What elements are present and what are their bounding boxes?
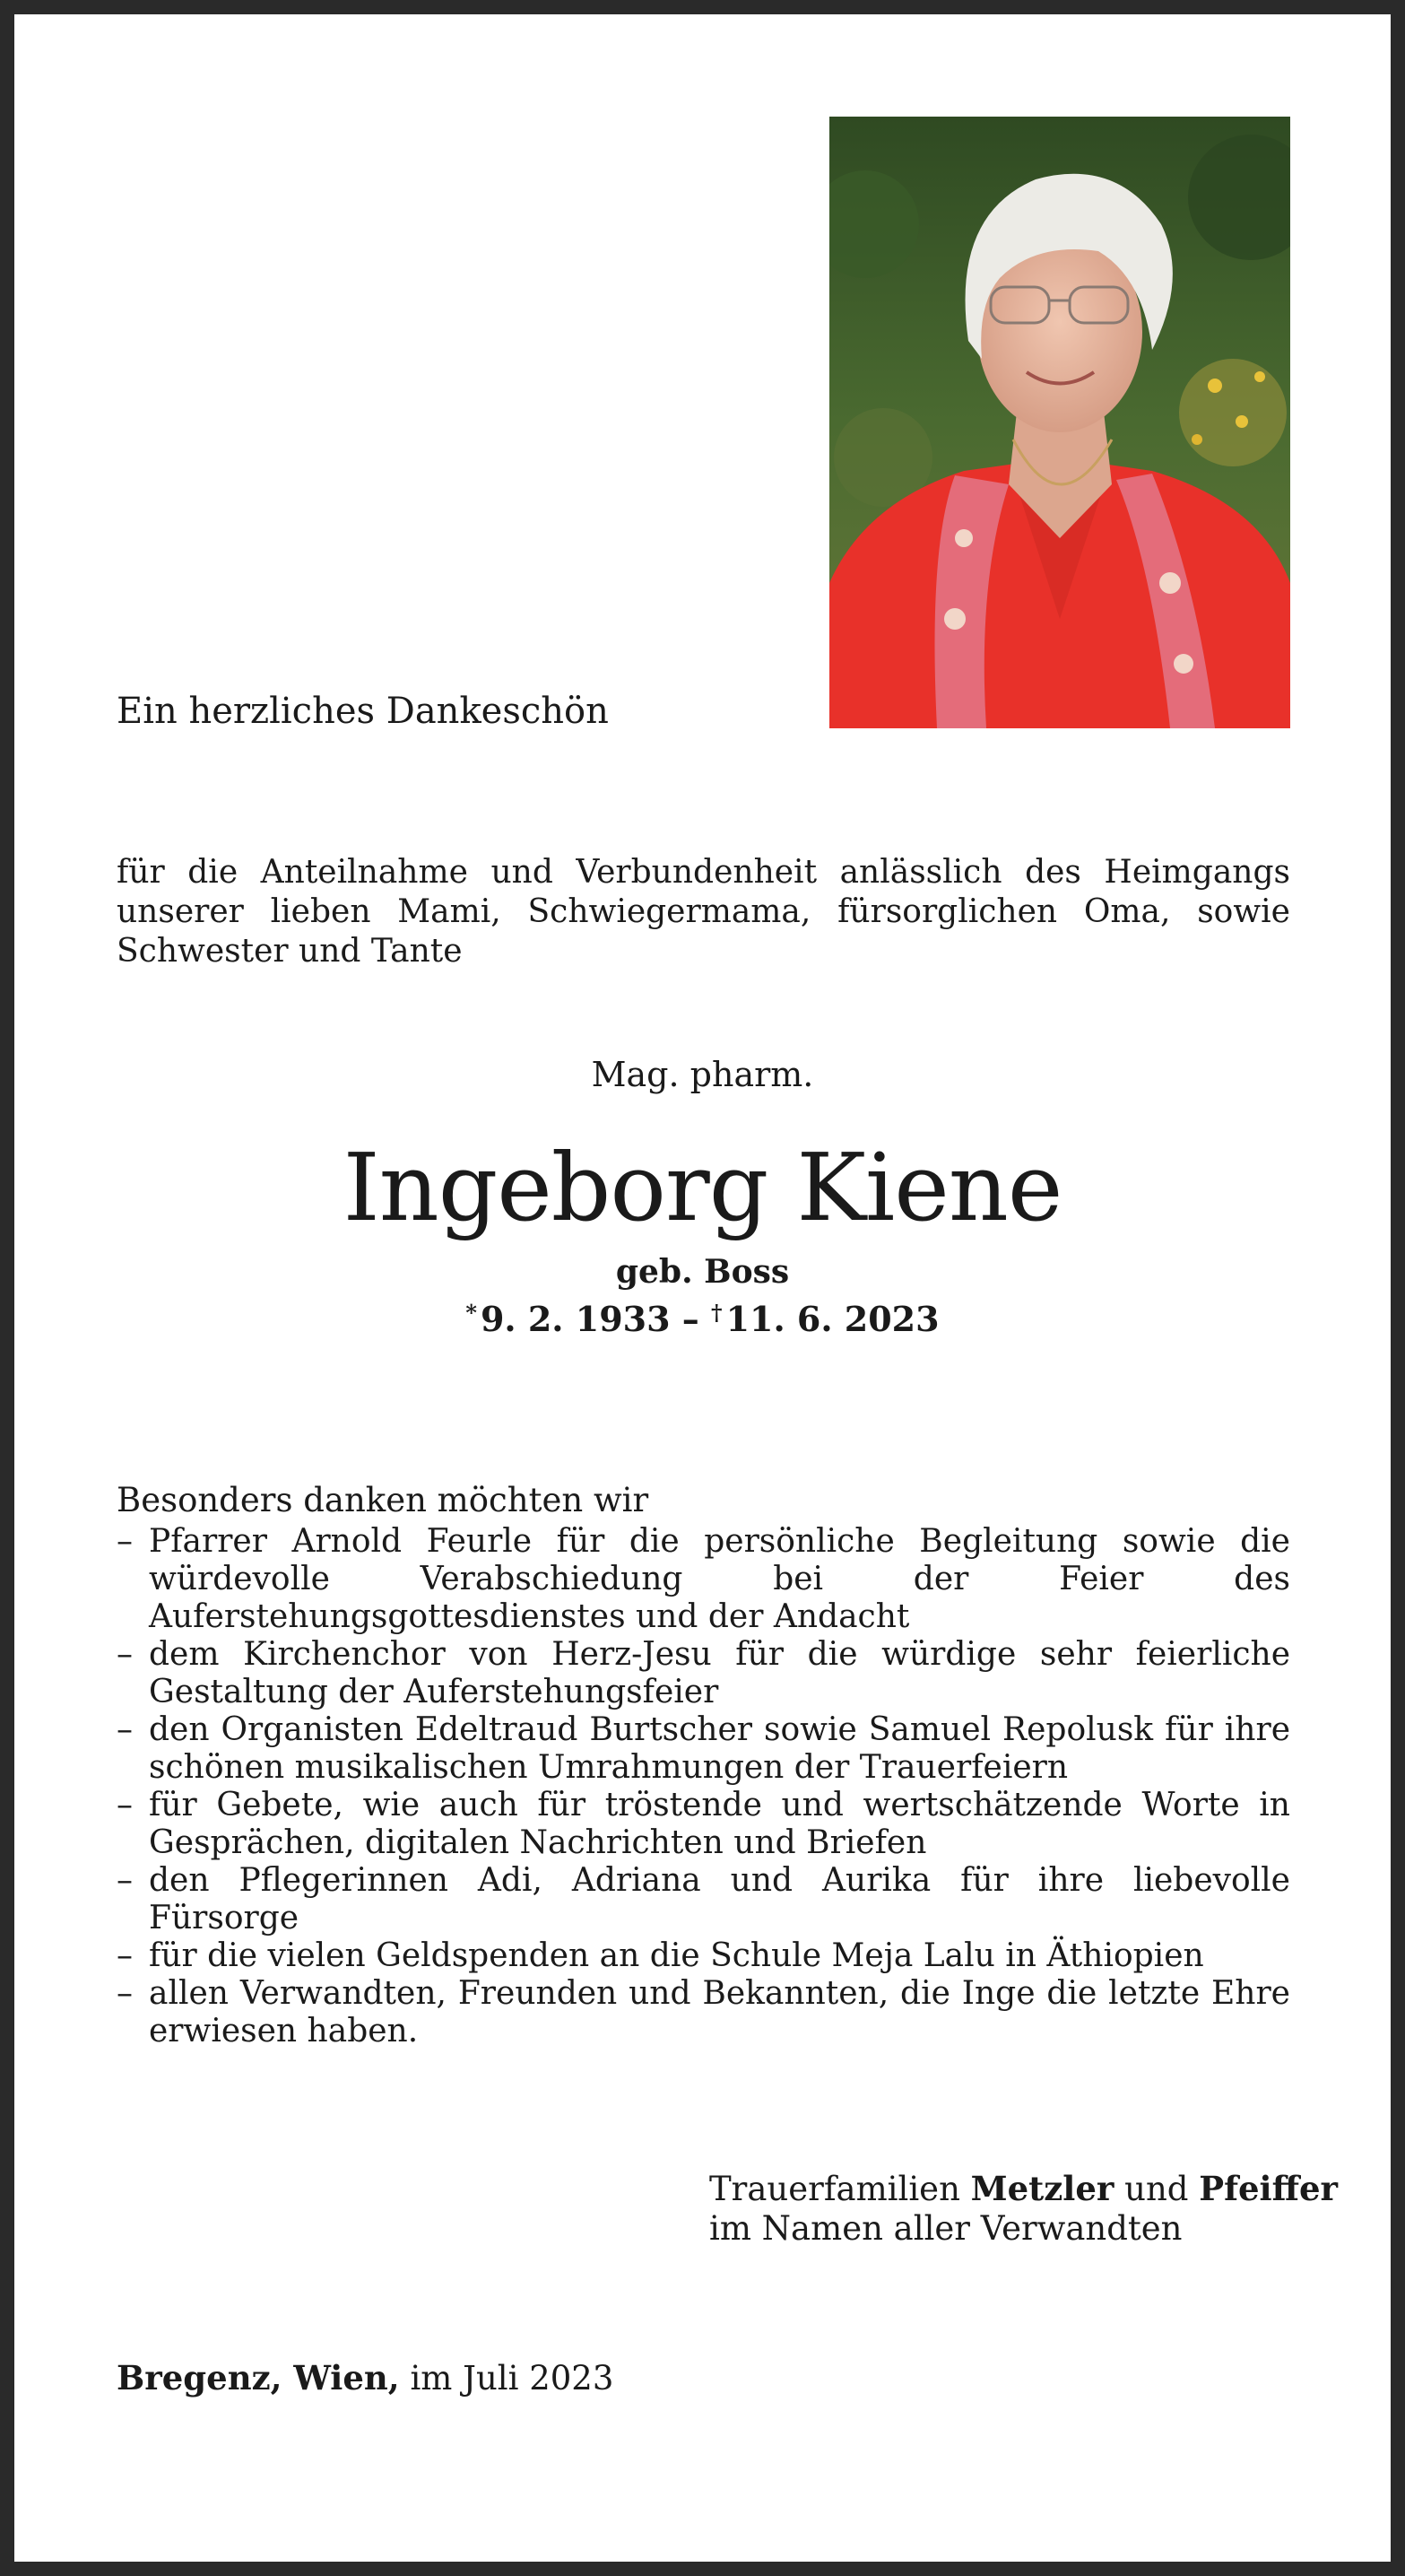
life-dates — [14, 1292, 1391, 1341]
intro-text: für die Anteilnahme und Verbundenheit anlässlich des Heimgangs unserer lieben Mami, Schwiegermama, fürsorglichen Oma, sowie Schwester und Tante — [117, 854, 1290, 970]
portrait-photo — [829, 117, 1290, 728]
list-item-text: Pfarrer Arnold Feurle für die persönliche Begleitung sowie die würdevolle Verabschiedung bei der Feier des Auferstehungsgottesdienstes und der Andacht — [149, 1523, 1290, 1635]
list-item — [117, 1636, 1290, 1711]
date-separator: – — [681, 1299, 699, 1339]
list-item-text: allen Verwandten, Freunden und Bekannten, die Inge die letzte Ehre erwiesen haben. — [149, 1975, 1290, 2049]
deceased-name: Ingeborg Kiene — [343, 1133, 1062, 1242]
obituary-page — [14, 14, 1391, 2562]
list-item — [117, 1523, 1290, 1636]
family-name-1: Metzler — [970, 2169, 1114, 2208]
list-item — [117, 1787, 1290, 1862]
dash-bullet: – — [117, 1937, 133, 1974]
signature-line-1 — [709, 2169, 1338, 2209]
signature-line-2: im Namen aller Verwandten — [709, 2209, 1183, 2248]
list-item — [117, 1937, 1290, 1975]
list-item — [117, 1862, 1290, 1937]
thanks-heading: Besonders danken möchten wir — [117, 1481, 649, 1519]
dash-bullet: – — [117, 1636, 133, 1673]
signature-block — [709, 2169, 1338, 2249]
place-cities: Bregenz, Wien, — [117, 2358, 400, 2398]
death-date: 11. 6. 2023 — [725, 1299, 940, 1339]
dash-bullet: – — [117, 1523, 133, 1560]
place-date: im Juli 2023 — [410, 2359, 614, 2398]
list-item — [117, 1975, 1290, 2050]
born-name: geb. Boss — [615, 1253, 790, 1291]
list-item-text: den Organisten Edeltraud Burtscher sowie Samuel Repolusk für ihre schönen musikalischen Umrahmungen der Trauerfeiern — [149, 1711, 1290, 1786]
signature-conjunction: und — [1124, 2170, 1189, 2208]
list-item-text: dem Kirchenchor von Herz-Jesu für die würdige sehr feierliche Gestaltung der Auferstehungsfeier — [149, 1636, 1290, 1710]
family-name-2: Pfeiffer — [1199, 2169, 1339, 2208]
signature-prefix: Trauerfamilien — [709, 2170, 960, 2208]
list-item — [117, 1711, 1290, 1787]
thanks-list — [117, 1523, 1290, 2050]
dash-bullet: – — [117, 1975, 133, 2012]
academic-title: Mag. pharm. — [591, 1055, 814, 1094]
birth-symbol: * — [465, 1300, 477, 1326]
dash-bullet: – — [117, 1787, 133, 1823]
death-symbol: † — [711, 1300, 723, 1326]
place-and-date — [117, 2357, 613, 2399]
dash-bullet: – — [117, 1711, 133, 1748]
birth-date: 9. 2. 1933 — [480, 1299, 671, 1339]
list-item-text: für die vielen Geldspenden an die Schule Meja Lalu in Äthiopien — [149, 1937, 1204, 1974]
dash-bullet: – — [117, 1862, 133, 1899]
headline: Ein herzliches Dankeschön — [117, 691, 609, 732]
portrait-photo-icon — [829, 117, 1290, 728]
list-item-text: für Gebete, wie auch für tröstende und wertschätzende Worte in Gesprächen, digitalen Nachrichten und Briefen — [149, 1787, 1290, 1861]
list-item-text: den Pflegerinnen Adi, Adriana und Aurika für ihre liebevolle Fürsorge — [149, 1862, 1290, 1936]
